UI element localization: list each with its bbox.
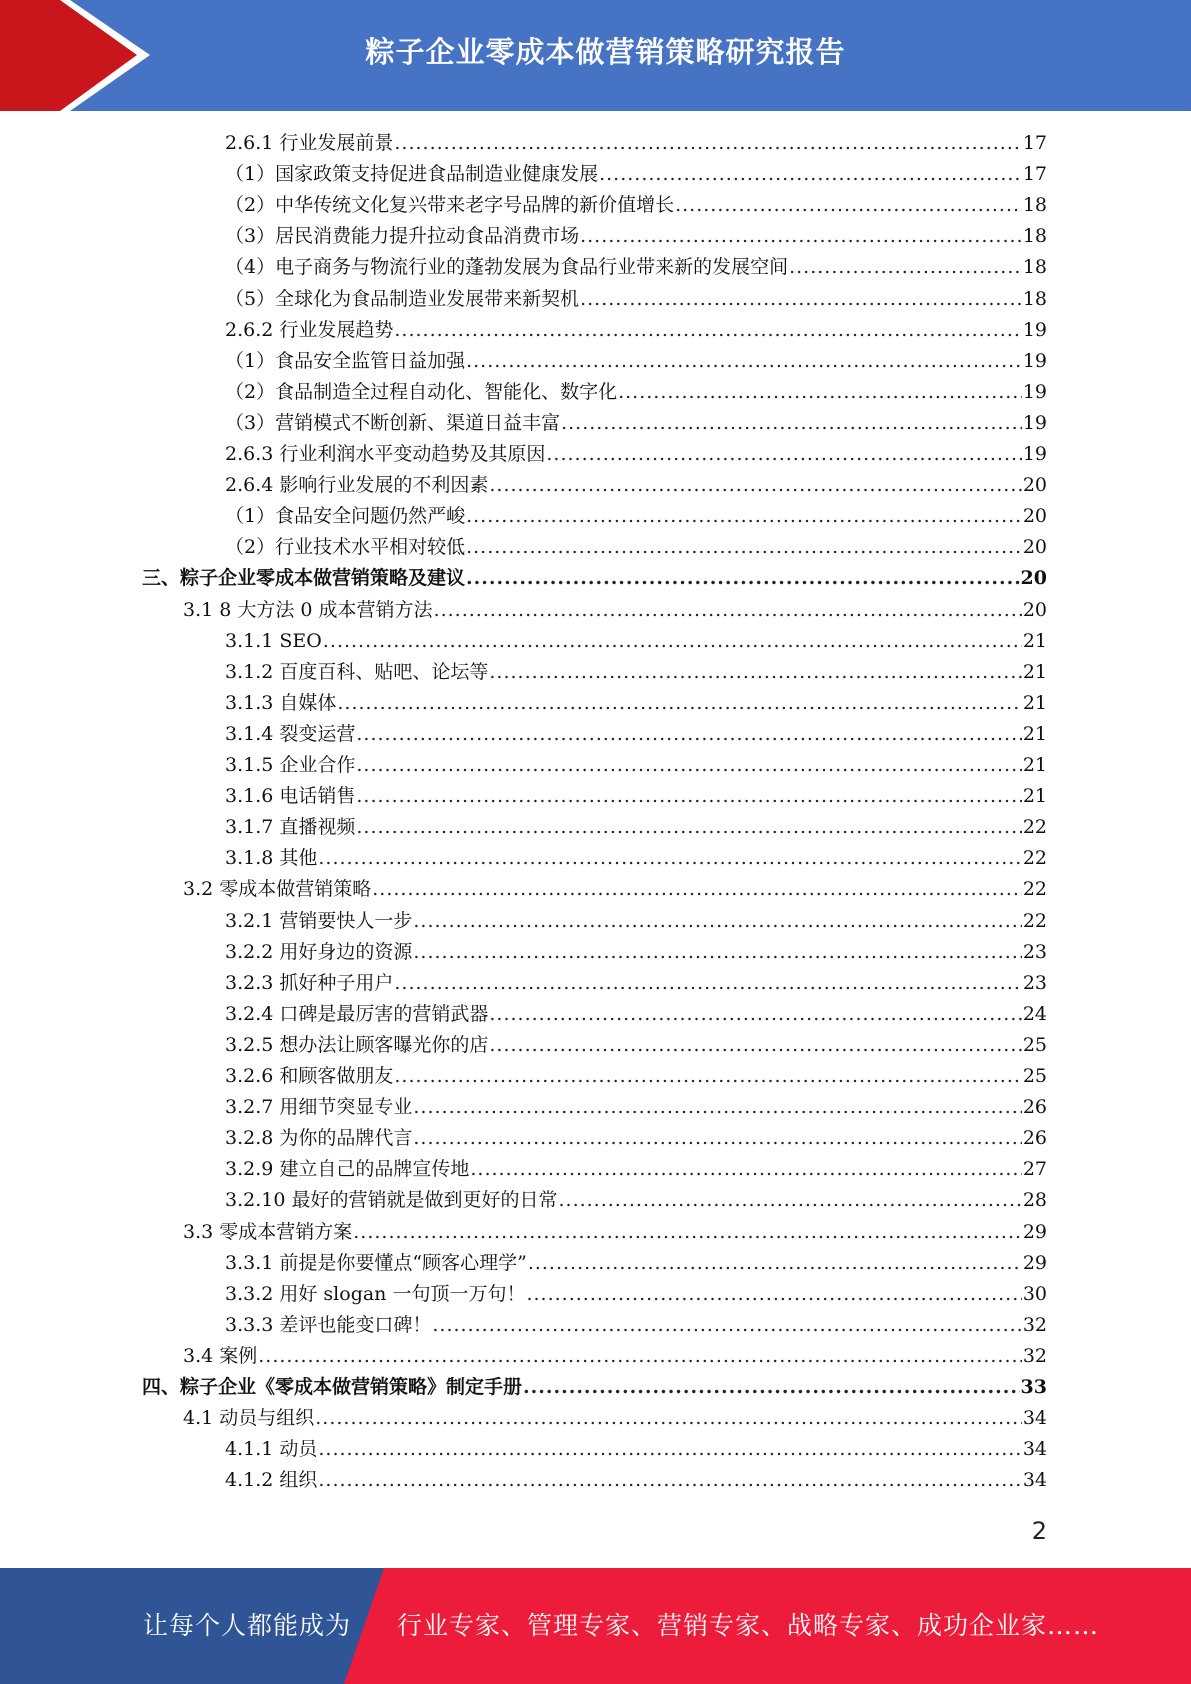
toc-dot-leader [466,346,1022,377]
toc-entry[interactable] [225,719,1047,750]
toc-dot-leader [489,1030,1021,1061]
toc-entry[interactable] [225,1061,1047,1092]
toc-entry-page: 20 [1022,598,1047,621]
toc-entry-label: 2.6.2 行业发展趋势 [225,318,394,341]
toc-entry-page: 20 [1022,474,1047,497]
toc-entry-page: 19 [1022,411,1047,434]
toc-entry[interactable] [225,1030,1047,1061]
toc-entry-page: 22 [1022,816,1047,839]
toc-entry[interactable] [225,1185,1047,1216]
toc-entry[interactable] [225,937,1047,968]
toc-dot-leader [372,874,1022,905]
toc-dot-leader [546,439,1021,470]
toc-entry-page: 33 [1020,1376,1047,1398]
toc-entry-page: 20 [1022,505,1047,528]
toc-entry[interactable] [225,1310,1047,1341]
toc-entry-label: 3.3.1 前提是你要懂点“顾客心理学” [225,1251,527,1274]
toc-entry-label: 3.2.4 口碑是最厉害的营销武器 [225,1002,489,1025]
toc-entry-page: 18 [1022,287,1047,310]
toc-entry-label: 3.3 零成本营销方案 [183,1220,353,1243]
toc-entry-page: 34 [1022,1469,1047,1492]
toc-dot-leader [356,719,1021,750]
toc-dot-leader [434,595,1022,626]
toc-entry-label: 3.4 案例 [183,1344,258,1367]
toc-dot-leader [489,999,1021,1030]
toc-entry-label: 3.2.6 和顾客做朋友 [225,1065,394,1087]
toc-dot-leader [413,1123,1021,1154]
toc-dot-leader [675,190,1022,221]
toc-entry-page: 21 [1022,785,1047,808]
toc-entry-label: 3.3.3 差评也能变口碑！ [225,1313,432,1336]
toc-entry-page: 27 [1022,1158,1047,1181]
toc-entry-label: 3.3.2 用好 slogan 一句顶一万句！ [225,1282,526,1305]
toc-entry-label: 2.6.4 影响行业发展的不利因素 [225,474,489,497]
toc-dot-leader [470,1154,1021,1185]
toc-entry[interactable] [225,781,1047,812]
toc-dot-leader [789,252,1022,283]
toc-entry[interactable] [225,252,1047,283]
toc-entry-page: 18 [1022,256,1047,279]
toc-entry-label: 3.2.7 用细节突显专业 [225,1096,413,1119]
toc-dot-leader [413,937,1021,968]
toc-entry-label: 四、粽子企业《零成本做营销策略》制定手册 [142,1376,523,1398]
toc-entry-label: 三、粽子企业零成本做营销策略及建议 [142,567,466,590]
toc-dot-leader [599,159,1022,190]
toc-entry[interactable] [225,750,1047,781]
toc-entry-label: 3.1.4 裂变运营 [225,722,356,745]
toc-entry[interactable] [225,439,1047,470]
toc-entry-label: （2）食品制造全过程自动化、智能化、数字化 [225,380,618,403]
toc-dot-leader [258,1341,1022,1372]
toc-entry-page: 22 [1022,909,1047,932]
toc-entry-page: 21 [1022,629,1047,652]
toc-entry[interactable] [225,470,1047,501]
toc-dot-leader [356,781,1021,812]
toc-entry-page: 18 [1022,225,1047,248]
toc-entry-page: 30 [1022,1282,1047,1305]
toc-entry[interactable] [225,1248,1047,1279]
toc-entry-page: 21 [1022,722,1047,745]
toc-entry[interactable] [225,999,1047,1030]
toc-entry[interactable] [183,1217,1047,1248]
toc-entry-page: 28 [1022,1189,1047,1212]
toc-entry[interactable] [225,1154,1047,1185]
toc-entry-label: （1）食品安全监管日益加强 [225,349,466,372]
toc-entry[interactable] [183,874,1047,905]
toc-entry[interactable] [225,906,1047,937]
toc-entry-label: （3）居民消费能力提升拉动食品消费市场 [225,225,580,248]
toc-entry-page: 34 [1022,1438,1047,1461]
toc-entry-label: （1）国家政策支持促进食品制造业健康发展 [225,163,599,186]
toc-entry[interactable] [225,315,1047,346]
toc-entry[interactable] [225,657,1047,688]
toc-dot-leader [489,470,1021,501]
toc-entry[interactable] [225,812,1047,843]
toc-entry[interactable] [225,377,1047,408]
toc-entry-page: 21 [1022,660,1047,683]
toc-entry-label: 3.1.6 电话销售 [225,785,356,808]
toc-entry-page: 20 [1022,536,1047,559]
toc-entry-label: 3.1.3 自媒体 [225,691,337,714]
toc-entry-label: 4.1.2 组织 [225,1469,318,1492]
toc-entry-label: 3.1.7 直播视频 [225,816,356,839]
toc-entry[interactable] [225,128,1047,159]
toc-dot-leader [523,1372,1020,1403]
toc-entry[interactable] [225,346,1047,377]
toc-entry-page: 23 [1022,971,1047,994]
toc-dot-leader [394,968,1021,999]
toc-dot-leader [580,284,1022,315]
toc-entry-page: 24 [1022,1002,1047,1025]
toc-dot-leader [353,1217,1022,1248]
toc-entry[interactable] [225,284,1047,315]
toc-dot-leader [356,750,1021,781]
toc-entry-label: （5）全球化为食品制造业发展带来新契机 [225,287,580,310]
toc-entry[interactable] [225,843,1047,874]
toc-entry-page: 29 [1022,1251,1047,1274]
toc-entry-label: （2）行业技术水平相对较低 [225,536,466,559]
toc-entry-page: 19 [1022,349,1047,372]
toc-entry-page: 19 [1022,318,1047,341]
toc-entry[interactable] [225,1465,1047,1496]
toc-dot-leader [466,532,1022,563]
toc-entry-page: 26 [1022,1127,1047,1150]
footer-slogan-left: 让每个人都能成为 [143,1611,352,1640]
toc-entry[interactable] [225,532,1047,563]
toc-entry[interactable] [225,1123,1047,1154]
page-footer [0,1568,1191,1684]
toc-dot-leader [337,688,1021,719]
toc-entry-page: 17 [1022,163,1047,186]
toc-entry-label: 3.1 8 大方法 0 成本营销方法 [183,598,433,621]
toc-dot-leader [580,221,1022,252]
toc-entry-page: 17 [1022,132,1047,154]
toc-dot-leader [394,315,1021,346]
toc-entry-page: 21 [1022,691,1047,714]
toc-dot-leader [315,1403,1022,1434]
toc-entry-page: 22 [1022,847,1047,870]
toc-entry[interactable] [225,501,1047,532]
toc-dot-leader [394,128,1021,159]
toc-entry-label: 3.2.10 最好的营销就是做到更好的日常 [225,1189,558,1212]
toc-entry-page: 32 [1022,1344,1047,1367]
toc-entry-page: 25 [1022,1065,1047,1087]
toc-entry[interactable] [225,626,1047,657]
toc-dot-leader [413,1092,1021,1123]
toc-entry[interactable] [225,221,1047,252]
toc-entry-label: 4.1 动员与组织 [183,1407,315,1430]
toc-entry-page: 19 [1022,380,1047,403]
toc-entry-label: 3.2.1 营销要快人一步 [225,909,413,932]
toc-dot-leader [413,906,1021,937]
toc-entry[interactable] [225,1434,1047,1465]
toc-entry-label: （2）中华传统文化复兴带来老字号品牌的新价值增长 [225,194,675,217]
toc-entry-label: （1）食品安全问题仍然严峻 [225,505,466,528]
toc-entry-label: 3.2.5 想办法让顾客曝光你的店 [225,1033,489,1056]
toc-entry[interactable] [225,1279,1047,1310]
toc-entry[interactable] [142,1372,1047,1403]
toc-entry[interactable] [225,1092,1047,1123]
toc-entry-page: 21 [1022,754,1047,776]
page-number: 2 [1031,1517,1047,1545]
document-title: 粽子企业零成本做营销策略研究报告 [365,34,846,69]
toc-dot-leader [356,812,1021,843]
toc-entry-label: 2.6.3 行业利润水平变动趋势及其原因 [225,443,546,465]
toc-entry[interactable] [183,1341,1047,1372]
toc-entry-page: 32 [1022,1313,1047,1336]
toc-dot-leader [432,1310,1021,1341]
toc-entry-page: 34 [1022,1407,1047,1430]
footer-slogan-right: 行业专家、管理专家、营销专家、战略专家、成功企业家…… [397,1611,1100,1640]
toc-entry-label: 3.1.1 SEO [225,629,322,652]
toc-entry[interactable] [183,595,1047,626]
toc-entry-page: 25 [1022,1033,1047,1056]
toc-entry-label: 3.1.8 其他 [225,847,318,870]
toc-dot-leader [466,563,1020,594]
toc-dot-leader [318,843,1021,874]
toc-entry[interactable] [225,968,1047,999]
toc-entry-label: （4）电子商务与物流行业的蓬勃发展为食品行业带来新的发展空间 [225,256,789,279]
toc-entry[interactable] [225,688,1047,719]
toc-entry-label: 3.2 零成本做营销策略 [183,878,372,901]
toc-entry[interactable] [142,563,1047,594]
toc-dot-leader [318,1434,1021,1465]
toc-entry[interactable] [183,1403,1047,1434]
page-header [0,0,1191,111]
toc-dot-leader [466,501,1022,532]
toc-dot-leader [526,1279,1021,1310]
toc-dot-leader [558,1185,1021,1216]
toc-entry-label: 3.2.2 用好身边的资源 [225,940,413,963]
toc-dot-leader [561,408,1022,439]
toc-entry-page: 26 [1022,1096,1047,1119]
toc-dot-leader [618,377,1022,408]
toc-entry-page: 18 [1022,194,1047,217]
toc-entry-page: 22 [1022,878,1047,901]
toc-entry-page: 29 [1022,1220,1047,1243]
toc-entry-page: 19 [1022,443,1047,465]
toc-entry-label: 4.1.1 动员 [225,1438,318,1461]
toc-entry-label: 3.1.2 百度百科、贴吧、论坛等 [225,660,489,683]
toc-dot-leader [323,626,1022,657]
toc-entry-label: 3.2.8 为你的品牌代言 [225,1127,413,1150]
toc-dot-leader [528,1248,1022,1279]
toc-dot-leader [318,1465,1021,1496]
toc-entry[interactable] [225,190,1047,221]
toc-entry-label: （3）营销模式不断创新、渠道日益丰富 [225,411,561,434]
toc-entry-label: 3.2.3 抓好种子用户 [225,971,394,994]
toc-entry-page: 23 [1022,940,1047,963]
toc-entry[interactable] [225,408,1047,439]
toc-entry-label: 3.2.9 建立自己的品牌宣传地 [225,1158,470,1181]
toc-entry[interactable] [225,159,1047,190]
toc-dot-leader [489,657,1021,688]
toc-dot-leader [394,1061,1021,1092]
toc-entry-label: 3.1.5 企业合作 [225,754,356,776]
toc-entry-page: 20 [1020,567,1047,590]
toc-entry-label: 2.6.1 行业发展前景 [225,132,394,154]
